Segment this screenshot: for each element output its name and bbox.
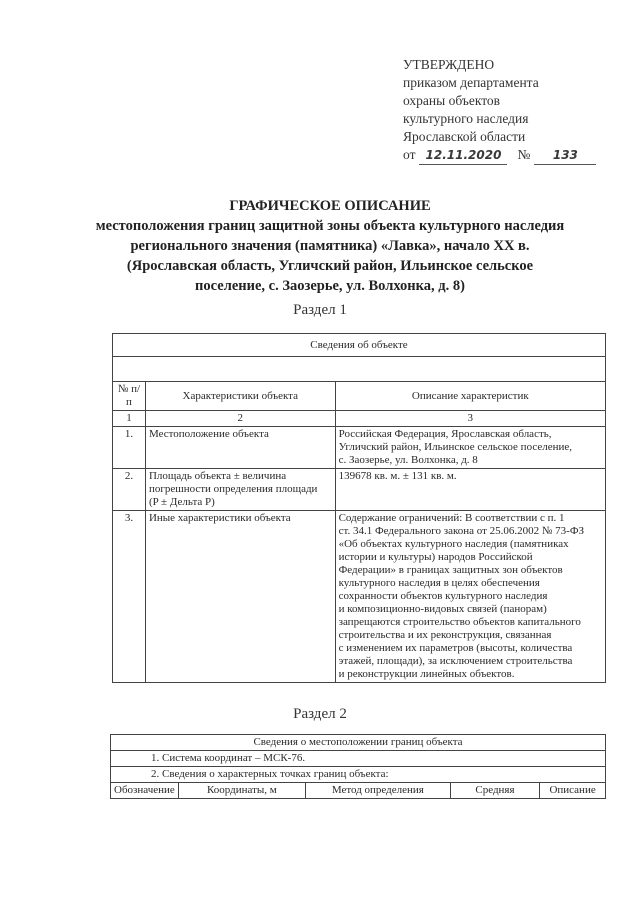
header-description: Описание [540, 783, 606, 799]
desc-line: Содержание ограничений: В соответствии с п. 1 [338, 512, 565, 524]
title-line: ГРАФИЧЕСКОЕ ОПИСАНИЕ [229, 198, 431, 214]
header-coordinates: Координаты, м [178, 783, 305, 799]
number-label: № [517, 147, 531, 162]
approval-line: приказом департамента [403, 75, 539, 90]
table-title-row [113, 334, 606, 357]
name-line: Площадь объекта ± величина [148, 470, 287, 482]
row-name: Иные характеристики объекта [145, 511, 335, 683]
handwritten-date: 12.11.2020 [419, 146, 507, 165]
header-num: № п/п [113, 382, 146, 411]
row-num: 2. [113, 469, 146, 511]
row-name: Местоположение объекта [145, 427, 335, 469]
table-spacer [113, 357, 606, 382]
approval-date-line [403, 146, 613, 165]
title-line: местоположения границ защитной зоны объекта культурного наследия [95, 218, 565, 234]
row-num: 1. [113, 427, 146, 469]
row-num: 3. [113, 511, 146, 683]
row-desc: 139678 кв. м. ± 131 кв. м. [335, 469, 605, 511]
header-method: Метод определения [305, 783, 450, 799]
approval-line: охраны объектов [403, 93, 501, 108]
desc-line: строительства и их реконструкция, связанная [338, 629, 552, 641]
table-row [113, 469, 606, 511]
coordinate-system-row: 1. Система координат – МСК-76. [111, 751, 606, 767]
table-row [113, 511, 606, 683]
table-title: Сведения о местоположении границ объекта [111, 735, 606, 751]
table-title: Сведения об объекте [113, 334, 606, 357]
characteristic-points-row: 2. Сведения о характерных точках границ объекта: [111, 767, 606, 783]
desc-line: Угличский район, Ильинское сельское поселение, [338, 441, 573, 453]
approval-stamp [403, 56, 613, 165]
desc-line: культурного наследия в целях обеспечения [338, 577, 540, 589]
header-characteristic: Характеристики объекта [145, 382, 335, 411]
title-line: регионального значения (памятника) «Лавка», начало XX в. [130, 238, 530, 254]
desc-line: истории и культуры) народов Российской [338, 551, 533, 563]
section-2-heading: Раздел 2 [293, 706, 347, 722]
row-desc [335, 511, 605, 683]
desc-line: запрещаются строительство объектов капитального [338, 616, 581, 628]
header-description: Описание характеристик [335, 382, 605, 411]
desc-line: Федерации» в границах защитных зон объектов [338, 564, 563, 576]
approval-heading: УТВЕРЖДЕНО [403, 57, 495, 72]
index-cell: 1 [113, 411, 146, 427]
header-designation: Обозначение [111, 783, 179, 799]
header-average: Средняя [450, 783, 539, 799]
index-cell: 3 [335, 411, 605, 427]
approval-line: культурного наследия [403, 111, 529, 126]
desc-line: и реконструкции линейных объектов. [338, 668, 515, 680]
approval-line: Ярославской области [403, 129, 526, 144]
table-spacer-row [113, 357, 606, 382]
desc-line: сохранности объектов культурного наследия [338, 590, 548, 602]
date-prefix: от [403, 147, 416, 162]
table-row [113, 427, 606, 469]
table-header-row [113, 382, 606, 411]
desc-line: Российская Федерация, Ярославская область, [338, 428, 552, 440]
table-row [111, 767, 606, 783]
desc-line: с. Заозерье, ул. Волхонка, д. 8 [338, 454, 478, 466]
index-cell: 2 [145, 411, 335, 427]
row-name [145, 469, 335, 511]
document-title [70, 196, 590, 296]
name-line: (P ± Дельта P) [148, 496, 215, 508]
table-header-row [111, 783, 606, 799]
section-1-heading: Раздел 1 [293, 302, 347, 318]
boundary-info-table [110, 734, 606, 799]
handwritten-number: 133 [534, 146, 596, 165]
name-line: погрешности определения площади [148, 483, 318, 495]
desc-line: «Об объектах культурного наследия (памятниках [338, 538, 569, 550]
table-row [111, 751, 606, 767]
title-line: поселение, с. Заозерье, ул. Волхонка, д. 8) [195, 278, 465, 294]
desc-line: с изменением их параметров (высоты, количества [338, 642, 573, 654]
object-info-table [112, 333, 606, 683]
desc-line: этажей, площади), за исключением строительства [338, 655, 573, 667]
row-desc [335, 427, 605, 469]
table-index-row [113, 411, 606, 427]
title-line: (Ярославская область, Угличский район, Ильинское сельское [126, 258, 534, 274]
desc-line: ст. 34.1 Федерального закона от 25.06.2002 № 73-ФЗ [338, 525, 585, 537]
table-title-row [111, 735, 606, 751]
desc-line: и композиционно-видовых связей (панорам) [338, 603, 547, 615]
